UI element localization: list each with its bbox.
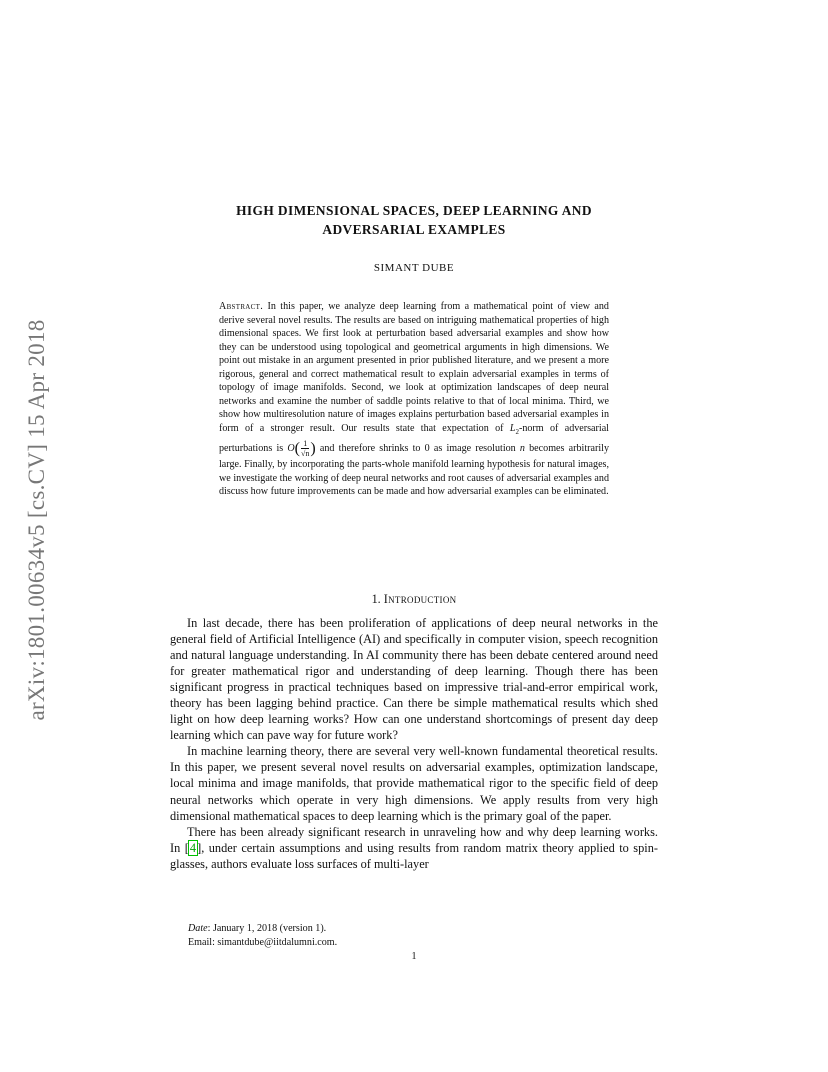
abstract — [219, 300, 609, 499]
abstract-text-1: In this paper, we analyze deep learning from a mathematical point of view and derive several novel results. The results are based on intriguing mathematical properties of high dimensional spaces. We first look at perturbation based adversarial examples and show how they can be understood using topological and geometrical arguments in high dimensions. We point out mistake in an argument presented in prior published literature, and we present a more rigorous, general and correct mathematical result to explain adversarial examples in terms of topology of image manifolds. Second, we look at optimization landscapes of deep neural networks and examine the number of saddle points relative to that of local minima. Third, we show how multiresolution nature of images explains perturbation based adversarial examples in form of a stronger result. Our results state that expectation of — [219, 301, 609, 434]
fraction-numerator: 1 — [301, 439, 309, 449]
page-number: 1 — [411, 951, 417, 962]
right-paren-icon: ) — [310, 439, 316, 457]
fraction — [301, 439, 309, 458]
paragraph: In last decade, there has been proliferation of applications of deep neural networks in the general field of Artificial Intelligence (AI) and specifically in computer vision, speech recognition and natural language understanding. In AI community there has been debate centered around need for greater mathematical rigor and understanding of deep learning. Though there has been significant progress in practical techniques based on impressive trial-and-error empirical work, theory has been lagging behind practice. Can there be simple mathematical results which shed light on how deep learning works? How can one understand shortcomings of present day deep learning which can pave way for future work? — [170, 616, 658, 743]
body-text — [170, 615, 658, 872]
abstract-text-3: and therefore shrinks to 0 as image resolution — [315, 442, 520, 454]
footnote-date — [188, 922, 658, 936]
footnote-email: Email: simantdube@iitdalumni.com. — [188, 936, 338, 948]
title-line-1: HIGH DIMENSIONAL SPACES, DEEP LEARNING AND — [236, 203, 592, 218]
paragraph: There has been already significant research in unraveling how and why deep learning works. In [4], under certain assumptions and using results from random matrix theory applied to spin-glasses, authors evaluate loss surfaces of multi-layer — [170, 824, 658, 871]
section-number: 1. — [371, 592, 381, 606]
citation-link[interactable]: 4 — [189, 840, 197, 855]
section-title: Introduction — [383, 592, 457, 606]
var-n: n — [519, 442, 525, 454]
norm-symbol: L — [509, 422, 516, 434]
arxiv-identifier: arXiv:1801.00634v5 [cs.CV] 15 Apr 2018 — [24, 319, 49, 721]
abstract-text-2: -norm of adversarial perturbations is — [219, 422, 609, 454]
paper-author: SIMANT DUBE — [373, 262, 455, 274]
big-o-symbol: O — [287, 442, 295, 454]
section-heading — [170, 592, 658, 607]
footnotes — [188, 922, 658, 949]
paragraph: In machine learning theory, there are several very well-known fundamental theoretical results. In this paper, we present several novel results on adversarial examples, optimization landscape, local minima and image manifolds, that provide mathematical rigor to the specific field of deep neural networks which operate in very high dimensions. We apply results from very high dimensional mathematical spaces to deep learning which is the primary goal of the paper. — [170, 744, 658, 823]
abstract-text-4: becomes arbitrarily large. Finally, by incorporating the parts-whole manifold learning hypothesis for natural images, we investigate the working of deep neural networks and root causes of adversarial examples and discuss how future improvements can be made and how adversarial examples can be eliminated. — [219, 442, 609, 498]
fraction-denominator: √n — [301, 449, 310, 459]
abstract-label: Abstract. — [219, 301, 264, 312]
left-paren-icon: ( — [294, 439, 300, 457]
norm-subscript: 2 — [515, 427, 519, 436]
date-text: : January 1, 2018 (version 1). — [207, 923, 327, 934]
arxiv-sidebar — [24, 285, 50, 755]
paper-title — [170, 201, 658, 239]
title-line-2: ADVERSARIAL EXAMPLES — [322, 222, 506, 237]
paragraph-text: , under certain assumptions and using results from random matrix theory applied to spin-glasses, authors evaluate loss surfaces of multi-layer — [170, 840, 658, 871]
date-label: Date — [188, 923, 208, 934]
paragraph-text: There has been already significant research in unraveling how and why deep learning works. In — [170, 824, 658, 855]
